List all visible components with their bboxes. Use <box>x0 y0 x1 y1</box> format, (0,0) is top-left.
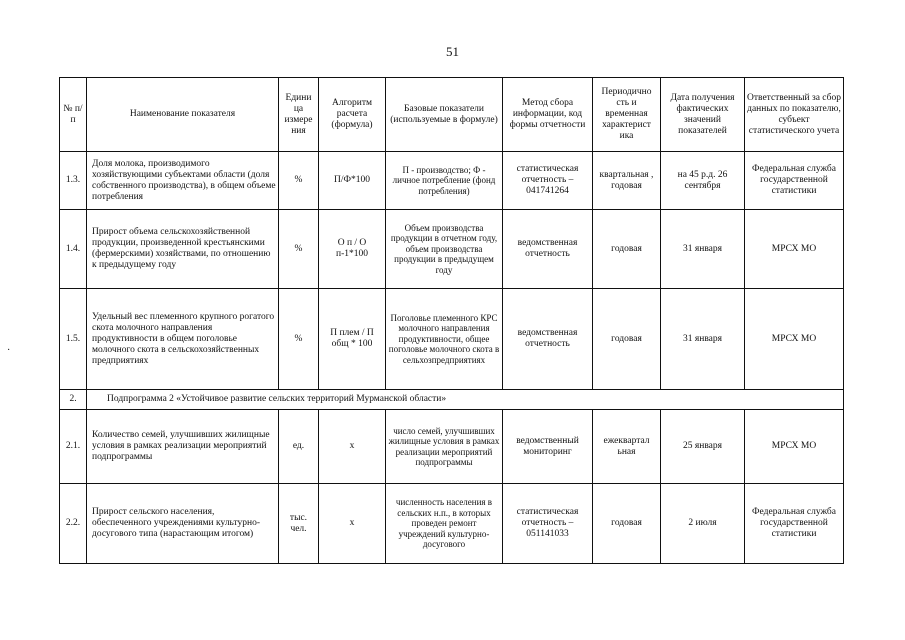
section-row <box>60 390 844 410</box>
header-cell-num: № п/п <box>60 78 87 152</box>
indicators-table <box>59 77 844 564</box>
cell-method: ведомственная отчетность <box>503 210 593 289</box>
section-num: 2. <box>60 390 87 410</box>
cell-date: 2 июля <box>661 484 745 564</box>
cell-num: 2.1. <box>60 410 87 484</box>
table-row <box>60 152 844 210</box>
cell-num: 1.4. <box>60 210 87 289</box>
cell-resp: МРСХ МО <box>745 410 844 484</box>
cell-period: ежеквартал ьная <box>593 410 661 484</box>
cell-date: 31 января <box>661 289 745 390</box>
table-row <box>60 289 844 390</box>
header-cell-unit: Едини ца измере ния <box>279 78 319 152</box>
header-cell-period: Периодично сть и временная характерист ика <box>593 78 661 152</box>
cell-base: число семей, улучшивших жилищные условия в рамках реализации мероприятий подпрограммы <box>386 410 503 484</box>
header-cell-resp: Ответственный за сбор данных по показателю, субъект статистического учета <box>745 78 844 152</box>
cell-formula: П/Ф*100 <box>319 152 386 210</box>
section-title: Подпрограмма 2 «Устойчивое развитие сельских территорий Мурманской области» <box>87 390 844 410</box>
cell-resp: МРСХ МО <box>745 289 844 390</box>
cell-formula: О п / О п-1*100 <box>319 210 386 289</box>
cell-period: годовая <box>593 210 661 289</box>
cell-name: Удельный вес племенного крупного рогатого скота молочного направления продуктивности в общем поголовье молочного скота в сельскохозяйственных предприятиях <box>87 289 279 390</box>
cell-base: численность населения в сельских н.п., в которых проведен ремонт учреждений культурно-досугового <box>386 484 503 564</box>
cell-formula: х <box>319 410 386 484</box>
cell-base: Поголовье племенного КРС молочного направления продуктивности, общее поголовье молочного скота в сельхозпредприятиях <box>386 289 503 390</box>
header-cell-name: Наименование показателя <box>87 78 279 152</box>
cell-resp: Федеральная служба государственной статистики <box>745 152 844 210</box>
cell-unit: % <box>279 210 319 289</box>
cell-num: 1.5. <box>60 289 87 390</box>
cell-num: 2.2. <box>60 484 87 564</box>
header-cell-base: Базовые показатели (используемые в формуле) <box>386 78 503 152</box>
cell-method: статистическая отчетность – 041741264 <box>503 152 593 210</box>
cell-date: 31 января <box>661 210 745 289</box>
table-row <box>60 484 844 564</box>
cell-name: Прирост сельского населения, обеспеченного учреждениями культурно-досугового типа (нарастающим итогом) <box>87 484 279 564</box>
cell-name: Прирост объема сельскохозяйственной продукции, произведенной крестьянскими (фермерскими) хозяйствами, по отношению к предыдущему году <box>87 210 279 289</box>
cell-name: Доля молока, производимого хозяйствующими субъектами области (доля собственного производства), в общем объеме потребления <box>87 152 279 210</box>
cell-unit: тыс. чел. <box>279 484 319 564</box>
cell-resp: МРСХ МО <box>745 210 844 289</box>
cell-date: 25 января <box>661 410 745 484</box>
cell-method: ведомственная отчетность <box>503 289 593 390</box>
cell-date: на 45 р.д. 26 сентября <box>661 152 745 210</box>
margin-mark: · <box>7 345 11 356</box>
cell-resp: Федеральная служба государственной статистики <box>745 484 844 564</box>
header-cell-date: Дата получения фактических значений показателей <box>661 78 745 152</box>
cell-base: Объем производства продукции в отчетном году, объем производства продукции в предыдущем году <box>386 210 503 289</box>
cell-base: П - производство; Ф - личное потребление (фонд потребления) <box>386 152 503 210</box>
cell-period: квартальная , годовая <box>593 152 661 210</box>
header-cell-method: Метод сбора информации, код формы отчетности <box>503 78 593 152</box>
cell-num: 1.3. <box>60 152 87 210</box>
cell-period: годовая <box>593 484 661 564</box>
cell-unit: % <box>279 152 319 210</box>
cell-formula: П плем / П общ * 100 <box>319 289 386 390</box>
cell-name: Количество семей, улучшивших жилищные условия в рамках реализации мероприятий подпрограммы <box>87 410 279 484</box>
table-row <box>60 410 844 484</box>
table-row <box>60 210 844 289</box>
cell-method: ведомственный мониторинг <box>503 410 593 484</box>
header-cell-formula: Алгоритм расчета (формула) <box>319 78 386 152</box>
cell-method: статистическая отчетность – 051141033 <box>503 484 593 564</box>
cell-unit: % <box>279 289 319 390</box>
page-number: 51 <box>446 44 459 59</box>
cell-formula: х <box>319 484 386 564</box>
header-row <box>60 78 844 152</box>
cell-period: годовая <box>593 289 661 390</box>
cell-unit: ед. <box>279 410 319 484</box>
